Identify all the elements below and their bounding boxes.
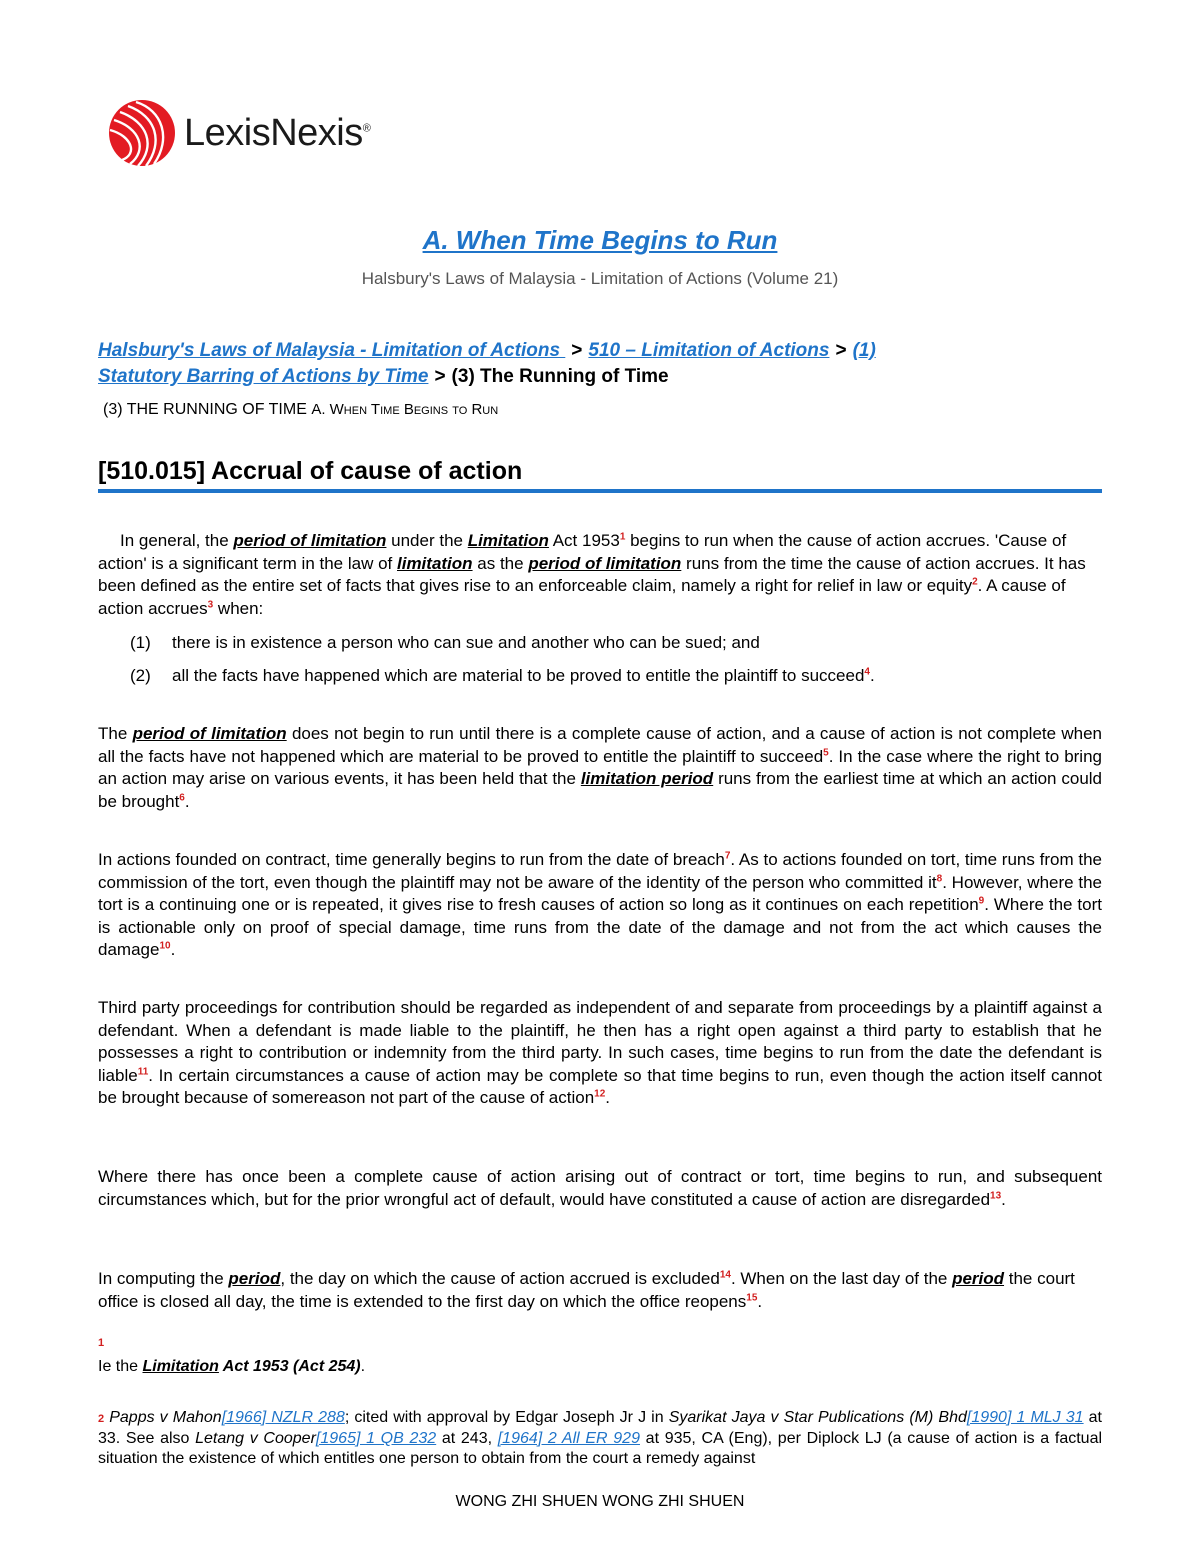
paragraph-6: In computing the period, the day on which the cause of action accrued is excluded$^{14}$. When on the last day of the period the court office is closed all day, the time is extended to the first day on which the office reopens$^{15}$. [98, 1269, 1075, 1311]
logo-wordmark: LexisNexis® [184, 111, 371, 154]
footnote-number: 1 [98, 1337, 105, 1349]
citation-link[interactable]: [1964] 2 All ER 929 [497, 1430, 640, 1447]
footnote-number: 2 [98, 1413, 105, 1425]
breadcrumb-separator: > [835, 340, 847, 361]
lexisnexis-globe-icon [106, 98, 178, 168]
list-item: (1) there is in existence a person who can sue and another who can be sued; and [130, 633, 760, 652]
citation-link[interactable]: [1990] 1 MLJ 31 [966, 1409, 1084, 1426]
page-footer: WONG ZHI SHUEN WONG ZHI SHUEN [455, 1493, 745, 1510]
breadcrumb-statutory-barring[interactable]: Statutory Barring of Actions by Time [98, 366, 429, 387]
paragraph-4: Third party proceedings for contribution should be regarded as independent of and separate from proceedings by a plaintiff against a defendant. When a defendant is made liable to the plaintiff, he then has a right open against a third party to establish that he possesses a right to contribution or indemnity from the third party. In such cases, time begins to run from the date the defendant is liable$^{11}$. In certain circumstances a cause of action may be complete so that time begins to run, even though the action itself cannot be brought because of somereason not part of the cause of action$^{12}$. [98, 998, 1102, 1107]
breadcrumb-statutory-barring-number[interactable]: (1) [852, 340, 876, 361]
breadcrumb-separator: > [571, 340, 583, 361]
citation-link[interactable]: [1966] NZLR 288 [221, 1409, 345, 1426]
footnote-1: 1 Ie the Limitation Act 1953 (Act 254). [98, 1333, 1102, 1377]
paragraph-5: Where there has once been a complete cause of action arising out of contract or tort, time begins to run, and subsequent circumstances which, but for the prior wrongful act of default, would have constituted a cause of action are disregarded$^{13}$. [98, 1167, 1102, 1209]
heading-rule [98, 489, 1102, 493]
breadcrumb-current: (3) The Running of Time [451, 366, 669, 387]
footnote-2: 2 Papps v Mahon[1966] NZLR 288; cited with approval by Edgar Joseph Jr J in Syarikat Jaya v Star Publications (M) Bhd[1990] 1 MLJ 31 at 33. See also Letang v Cooper[1965] 1 QB 232 at 243, [1964] 2 All ER 929 at 935, CA (Eng), per Diplock LJ (a cause of action is a factual situation the existence of which entitles one person to obtain from the court a remedy against [98, 1409, 1103, 1467]
lexisnexis-logo [106, 98, 370, 168]
page-subtitle: Halsbury's Laws of Malaysia - Limitation of Actions (Volume 21) [361, 269, 839, 288]
paragraph-3: In actions founded on contract, time generally begins to run from the date of breach$^7$. As to actions founded on tort, time runs from the commission of the tort, even though the plaintiff may not be aware of the identity of the person who committed it$^8$. However, where the tort is a continuing one or is repeated, it gives rise to fresh causes of action so long as it continues on each repetition$^9$. Where the tort is actionable only on proof of special damage, time runs from the date of the damage and not from the act which causes the damage$^{10}$. [98, 850, 1102, 959]
page-title[interactable]: A. When Time Begins to Run [422, 225, 778, 255]
section-heading: [510.015] Accrual of cause of action [98, 457, 523, 485]
breadcrumb-separator: > [434, 366, 446, 387]
citation-link[interactable]: [1965] 1 QB 232 [315, 1430, 437, 1447]
paragraph-2: The period of limitation does not begin to run until there is a complete cause of action, and a cause of action is not complete when all the facts have not happened which are material to be proved to entitle the plaintiff to succeed$^5$. In the case where the right to bring an action may arise on various events, it has been held that the limitation period runs from the earliest time at which an action could be brought$^6$. [98, 724, 1103, 811]
breadcrumb-510[interactable]: 510 – Limitation of Actions [588, 340, 830, 361]
breadcrumb [98, 338, 1108, 390]
list-item: (2) all the facts have happened which are material to be proved to entitle the plaintiff to succeed$^4$. [130, 666, 875, 685]
paragraph-1: In general, the period of limitation under the Limitation Act 1953$^1$ begins to run when the cause of action accrues. 'Cause of action' is a significant term in the law of limitation as the period of limitation runs from the time the cause of action accrues. It has been defined as the entire set of facts that gives rise to an enforceable claim, namely a right for relief in law or equity$^2$. A cause of action accrues$^3$ when: [98, 531, 1086, 618]
section-label: (3) THE RUNNING OF TIME A. When Time Begins to Run [103, 401, 499, 418]
breadcrumb-halsburys[interactable]: Halsbury's Laws of Malaysia - Limitation of Actions [98, 340, 566, 361]
